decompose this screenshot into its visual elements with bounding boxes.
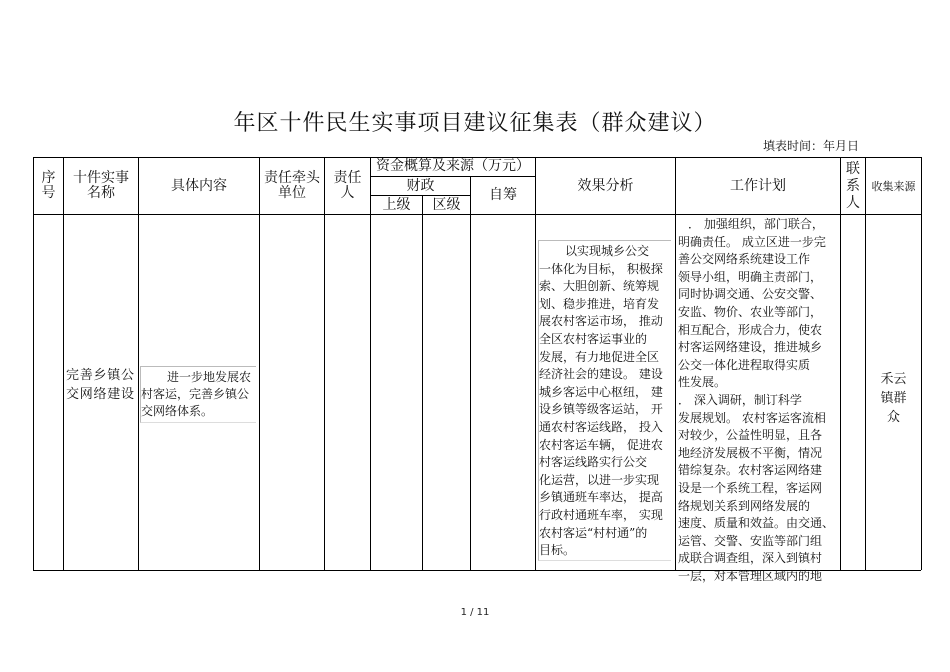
text-line: 经济社会的建设。 建设 xyxy=(539,367,663,382)
text-line: 索、大胆创新、统筹规 xyxy=(539,279,660,294)
text-line: 设是一个系统工程，客运网 xyxy=(678,480,823,495)
text-line: 通农村客运线路， 投入 xyxy=(539,419,663,434)
text-line: 相互配合，形成合力，使农 xyxy=(678,322,823,337)
row-name: 完善乡镇公交网络建设 xyxy=(66,368,134,402)
row-plan xyxy=(678,216,838,585)
text-line: 一体化为目标， 积极探 xyxy=(539,261,663,276)
text-line: 化运营，以进一步实现 xyxy=(539,472,660,487)
text-line: 性发展。 xyxy=(678,375,727,390)
text-line: 运管、交警、安监等部门组 xyxy=(678,533,823,548)
text-line: 展农村客运市场， 推动 xyxy=(539,314,663,329)
header-district: 区级 xyxy=(432,196,461,213)
page-number: 1 / 11 xyxy=(460,607,490,618)
text-line: 领导小组，明确主责部门， xyxy=(678,269,823,284)
header-unit: 责任牵头单位 xyxy=(264,170,320,201)
text-line: ． 深入调研，制订科学 xyxy=(678,392,802,407)
header-contact: 联系人 xyxy=(846,160,860,211)
header-seq: 序号 xyxy=(41,170,56,201)
header-source: 收集来源 xyxy=(871,179,916,193)
text-line: 络规划关系到网络发展的 xyxy=(678,498,811,513)
text-line: 发展规划。 农村客运客流相 xyxy=(678,410,826,425)
header-content: 具体内容 xyxy=(171,177,227,194)
text-line: 村客运线路实行公交 xyxy=(539,455,648,470)
text-line: 发展，有力地促进全区 xyxy=(539,349,660,364)
text-line: 速度、质量和效益。由交通、 xyxy=(678,516,835,531)
text-line: 一层，对本管理区域内的地 xyxy=(678,568,823,583)
page-title: 年区十件民生实事项目建议征集表（群众建议） xyxy=(233,111,717,136)
text-line: 成联合调查组，深入到镇村 xyxy=(678,551,823,566)
row-content: 进一步地发展农村客运，完善乡镇公交网络体系。 xyxy=(140,366,256,423)
header-fund: 资金概算及来源（万元） xyxy=(376,158,530,174)
text-line: 安监、物价、农业等部门， xyxy=(678,304,823,319)
text-line: 对较少，公益性明显，且各 xyxy=(678,428,823,443)
text-line: 地经济发展极不平衡，情况 xyxy=(678,445,823,460)
header-name: 十件实事名称 xyxy=(73,170,129,201)
text-line: 农村客运车辆， 促进农 xyxy=(539,437,663,452)
header-effect: 效果分析 xyxy=(577,177,634,194)
row-effect xyxy=(538,240,671,561)
text-line: 以实现城乡公交 xyxy=(565,244,650,258)
text-line: 目标。 xyxy=(539,543,576,558)
text-line: 村客运网络建设，推进城乡 xyxy=(678,340,823,355)
text-line: 设乡镇等级客运站， 开 xyxy=(539,402,663,417)
text-line: 行政村通班车率， 实现 xyxy=(539,507,663,522)
fill-time: 填表时间：年月日 xyxy=(763,139,860,153)
text-line: 明确责任。 成立区进一步完 xyxy=(678,234,826,249)
text-line: 划、稳步推进，培育发 xyxy=(539,296,660,311)
text-line: 农村客运“村村通”的 xyxy=(539,525,648,540)
header-person: 责任人 xyxy=(333,170,362,201)
text-line: 善公交网络系统建设工作 xyxy=(678,252,811,267)
text-line: 城乡客运中心枢纽， 建 xyxy=(539,384,663,399)
header-self: 自筹 xyxy=(489,187,517,203)
text-line: 同时协调交通、公安交警、 xyxy=(678,287,823,302)
header-plan: 工作计划 xyxy=(730,177,786,194)
row-source: 禾云镇群众 xyxy=(880,372,907,425)
text-line: ． 加强组织，部门联合， xyxy=(688,217,824,231)
text-line: 乡镇通班车率达， 提高 xyxy=(539,490,663,505)
text-line: 全区农村客运事业的 xyxy=(539,331,648,346)
text-line: 错综复杂。农村客运网络建 xyxy=(678,463,823,478)
text-line: 公交一体化进程取得实质 xyxy=(678,357,811,372)
header-upper: 上级 xyxy=(382,196,411,213)
header-finance: 财政 xyxy=(406,177,435,194)
